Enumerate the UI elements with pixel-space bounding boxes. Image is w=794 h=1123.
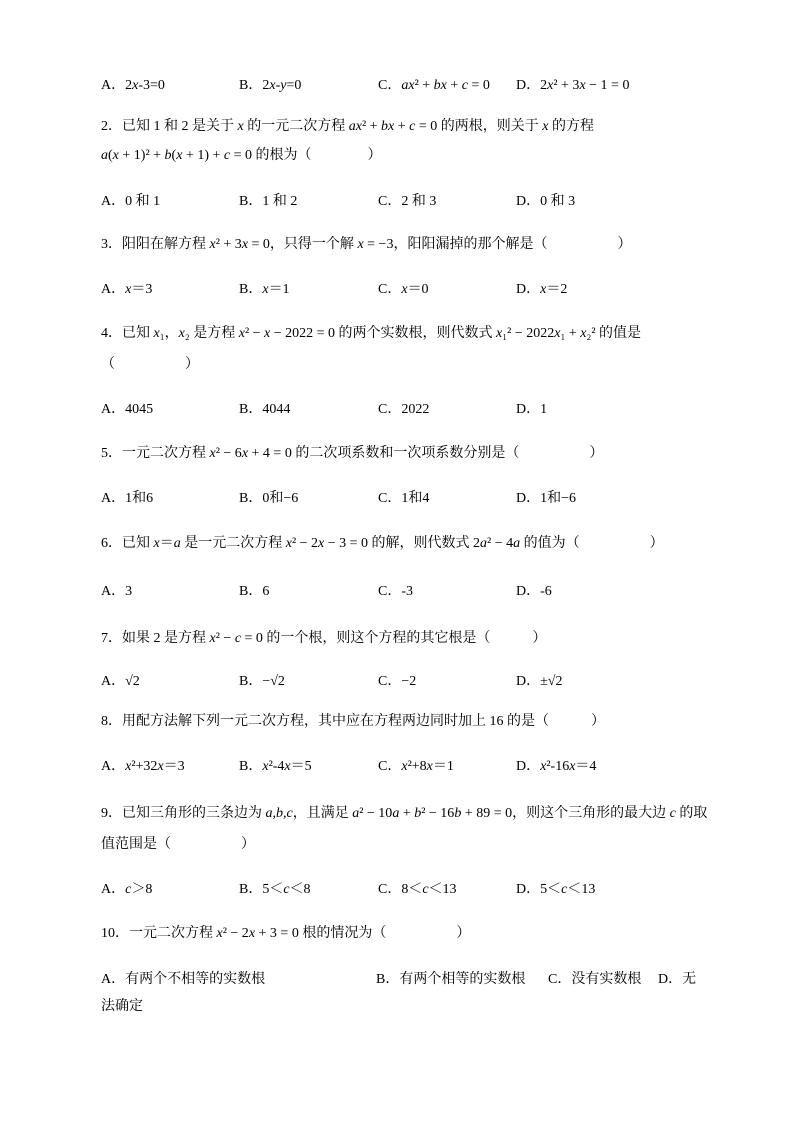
text-run: ＜13 [428,882,457,897]
text-run: = 0 的两根，则关于 [415,119,543,134]
text-run: D．0 和 3 [516,194,576,209]
text-run: ₂² 的值是 [586,326,642,341]
text-run: 的一元二次方程 [243,119,349,134]
text-run: + 89 = 0，则这个三角形的最大边 [461,806,670,821]
math-variable: a [352,806,360,821]
text-run: 的方程 [548,119,594,134]
text-run: + [446,78,462,93]
question-5-option-b [239,491,298,507]
question-7-stem [101,631,546,647]
math-variable: x [426,759,433,774]
math-variable: x [318,536,325,551]
text-run: B．4044 [239,402,291,417]
text-run: = 0 的根为（ ） [230,148,382,163]
text-run: A．0 和 1 [101,194,161,209]
question-2-stem-line-2 [101,148,382,164]
text-run: ² − 2 [222,926,249,941]
text-run: ₂ 是方程 [184,326,239,341]
text-run: C． [378,759,402,774]
math-variable: x [284,759,291,774]
math-variable: x [496,326,503,341]
text-run: = 0 [468,78,490,93]
math-variable: x [264,326,271,341]
text-run: ＝5 [290,759,312,774]
math-variable: x [209,237,216,252]
math-variable: x [237,119,244,134]
text-run: ² − [244,326,265,341]
text-run: A．4045 [101,402,154,417]
question-7-option-d [516,674,562,690]
text-run: ²-16 [546,759,570,774]
question-1-option-c [378,78,490,94]
question-3-option-b [239,282,290,298]
question-4-option-d [516,402,547,418]
math-variable: x [216,926,223,941]
text-run: C．−2 [378,674,417,689]
text-run: D．1 [516,402,548,417]
text-run: C．-3 [378,584,413,599]
text-run: − 1 = 0 [585,78,630,93]
question-9-option-b [239,882,311,898]
math-variable: x [554,326,561,341]
question-9-option-c [378,882,457,898]
math-variable: x [547,78,554,93]
text-run: ＝1 [432,759,454,774]
question-5-option-c [378,491,429,507]
text-run: = 0，只得一个解 [248,237,358,252]
question-7-option-b [239,674,285,690]
question-2-option-d [516,194,575,210]
math-variable: x [262,282,269,297]
question-8-option-c [378,759,454,775]
text-run: -3=0 [138,78,165,93]
math-variable: a,b,c [265,806,293,821]
text-run: ²-4 [268,759,285,774]
math-variable: b [414,806,422,821]
text-run: C．2 和 3 [378,194,437,209]
text-run: ，且满足 [292,806,353,821]
math-variable: x [357,237,364,252]
text-run: + [394,119,410,134]
text-run: 5．一元二次方程 [101,446,210,461]
text-run: ＝3 [131,282,153,297]
text-run: D．±√2 [516,674,563,689]
text-run: A．2 [101,78,133,93]
math-variable: x [401,759,408,774]
text-run: C．8＜ [378,882,423,897]
text-run: D． [516,282,541,297]
text-run: + [399,806,415,821]
question-9-stem-line-2 [101,837,255,853]
question-9-stem-line-1 [101,806,707,822]
question-6-option-b [239,584,269,600]
text-run: = −3，阳阳漏掉的那个解是（ ） [363,237,632,252]
text-run: 是一元二次方程 [180,536,286,551]
math-variable: a [173,536,181,551]
text-run: D．无法确定 [101,972,697,1014]
question-4-option-b [239,402,290,418]
question-8-option-b [239,759,312,775]
math-variable: x [540,282,547,297]
math-variable: x [262,759,269,774]
text-run: ( [171,148,177,163]
text-run: + 1)² + [118,148,165,163]
text-run: + 1) + [182,148,224,163]
text-run: A．1和6 [101,491,154,506]
text-run: ² + 3 [215,237,242,252]
text-run: C． [378,78,402,93]
question-2-stem-line-1 [101,119,594,135]
text-run: B．0和−6 [239,491,299,506]
question-3-stem [101,237,631,253]
math-variable: x [241,237,249,252]
text-run: ₁ + [560,326,581,341]
math-variable: c [461,78,468,93]
math-variable: a [480,536,488,551]
text-run: 9．已知三角形的三条边为 [101,806,266,821]
math-variable: x [569,759,576,774]
math-variable: x [580,326,587,341]
math-variable: c [234,631,242,646]
text-run: D．-6 [516,584,552,599]
text-run: D．5＜ [516,882,562,897]
question-2-option-a [101,194,160,210]
question-4-option-c [378,402,429,418]
question-8-stem [101,714,605,730]
math-variable: x [579,78,586,93]
text-run: ² − 4 [487,536,514,551]
math-variable: c [409,119,416,134]
text-run: ＜8 [289,882,311,897]
text-run: 的取 [675,806,708,821]
text-run: ＝0 [407,282,429,297]
question-5-option-a [101,491,153,507]
math-variable: x [176,148,183,163]
question-1-option-d [516,78,629,94]
math-variable: a [513,536,521,551]
text-run: A． [101,282,126,297]
math-variable: a [392,806,400,821]
math-variable: ax [348,119,362,134]
math-variable: x [125,759,132,774]
question-6-option-c [378,584,413,600]
text-run: ² − 2 [291,536,319,551]
question-10-stem [101,926,470,942]
text-run: B． [239,759,263,774]
question-4-stem-line-1 [101,326,641,342]
text-run: ² − 10 [359,806,393,821]
text-run: ²+32 [131,759,158,774]
question-10-option-d [101,966,701,1020]
text-run: ＝1 [268,282,290,297]
text-run: + 4 = 0 的二次项系数和一次项系数分别是（ ） [248,446,604,461]
question-8-option-d [516,759,596,775]
math-variable: c [283,882,290,897]
text-run: A．3 [101,584,133,599]
text-run: 3．阳阳在解方程 [101,237,210,252]
text-run: A．有两个不相等的实数根 [101,972,266,987]
math-variable: bx [433,78,447,93]
text-run: A．√2 [101,674,140,689]
text-run: ＝ [159,536,174,551]
math-variable: bx [381,119,395,134]
text-run: ₁， [159,326,179,341]
math-variable: x [401,282,408,297]
math-variable: x [153,536,160,551]
math-variable: x [248,926,256,941]
math-variable: c [223,148,231,163]
text-run: − 2022 = 0 的两个实数根，则代数式 [270,326,497,341]
text-run: =0 [286,78,302,93]
math-variable: b [454,806,462,821]
text-run: ² − 16 [421,806,455,821]
question-1-option-b [239,78,301,94]
question-5-stem [101,446,603,462]
math-variable: c [422,882,429,897]
text-run: + 3 = 0 根的情况为（ ） [255,926,471,941]
text-run: 10．一元二次方程 [101,926,217,941]
text-run: ² + [361,119,382,134]
text-run: A． [101,882,126,897]
text-run: 6．已知 [101,536,154,551]
text-run: 8．用配方法解下列一元二次方程，其中应在方程两边同时加上 16 的是（ ） [101,714,605,729]
math-variable: ax [401,78,415,93]
text-run: ² + [414,78,434,93]
text-run: （ ） [101,357,199,372]
text-run: 4．已知 [101,326,154,341]
text-run: B． [239,282,263,297]
math-variable: x [285,536,292,551]
text-run: D．2 [516,78,548,93]
text-run: A． [101,759,126,774]
math-variable: y [280,78,287,93]
text-run: B．6 [239,584,270,599]
text-run: ＝3 [163,759,185,774]
math-variable: x [542,119,549,134]
text-run: ( [108,148,113,163]
text-run: ² + 3 [553,78,580,93]
math-variable: a [101,148,108,163]
math-variable: x [238,326,245,341]
text-run: = 0 的一个根，则这个方程的其它根是（ ） [241,631,547,646]
text-run: ＝4 [575,759,597,774]
question-6-option-a [101,584,132,600]
text-run: ＜13 [567,882,596,897]
question-9-option-a [101,882,152,898]
text-run: ₁² − 2022 [502,326,555,341]
text-run: - [275,78,281,93]
text-run: 2．已知 1 和 2 是关于 [101,119,238,134]
text-run: C．没有实数根 [548,972,642,987]
text-run: ² − [215,631,235,646]
text-run: 的值为（ ） [520,536,664,551]
text-run: C．1和4 [378,491,430,506]
math-variable: b [164,148,172,163]
math-variable: x [209,631,216,646]
math-variable: x [132,78,139,93]
text-run: C．2022 [378,402,430,417]
math-variable: c [125,882,132,897]
text-run: B．1 和 2 [239,194,298,209]
math-variable: x [178,326,185,341]
question-8-option-a [101,759,185,775]
question-2-option-c [378,194,436,210]
question-3-option-c [378,282,429,298]
question-7-option-c [378,674,416,690]
question-2-option-b [239,194,297,210]
text-run: B．5＜ [239,882,284,897]
question-9-option-d [516,882,595,898]
text-run: − 3 = 0 的解，则代数式 2 [324,536,481,551]
text-run: ² − 6 [215,446,242,461]
question-5-option-d [516,491,576,507]
text-run: D． [516,759,541,774]
math-variable: x [540,759,547,774]
question-4-stem-line-2 [101,357,199,373]
math-variable: c [669,806,676,821]
text-run: B．−√2 [239,674,285,689]
math-variable: x [153,326,160,341]
question-3-option-d [516,282,567,298]
question-4-option-a [101,402,153,418]
text-run: B．有两个相等的实数根 [376,972,526,987]
text-run: C． [378,282,402,297]
math-variable: x [241,446,249,461]
text-run: ＞8 [131,882,153,897]
math-variable: c [561,882,568,897]
question-6-stem [101,536,664,552]
question-1-option-a [101,78,165,94]
text-run: ²+8 [407,759,427,774]
question-6-option-d [516,584,552,600]
text-run: B．2 [239,78,270,93]
question-3-option-a [101,282,152,298]
text-run: ＝2 [546,282,568,297]
text-run: 7．如果 2 是方程 [101,631,210,646]
math-variable: x [209,446,216,461]
question-7-option-a [101,674,140,690]
math-variable: x [125,282,132,297]
text-run: D．1和−6 [516,491,577,506]
text-run: 值范围是（ ） [101,837,255,852]
math-variable: x [112,148,119,163]
math-variable: x [157,759,164,774]
math-variable: x [269,78,276,93]
